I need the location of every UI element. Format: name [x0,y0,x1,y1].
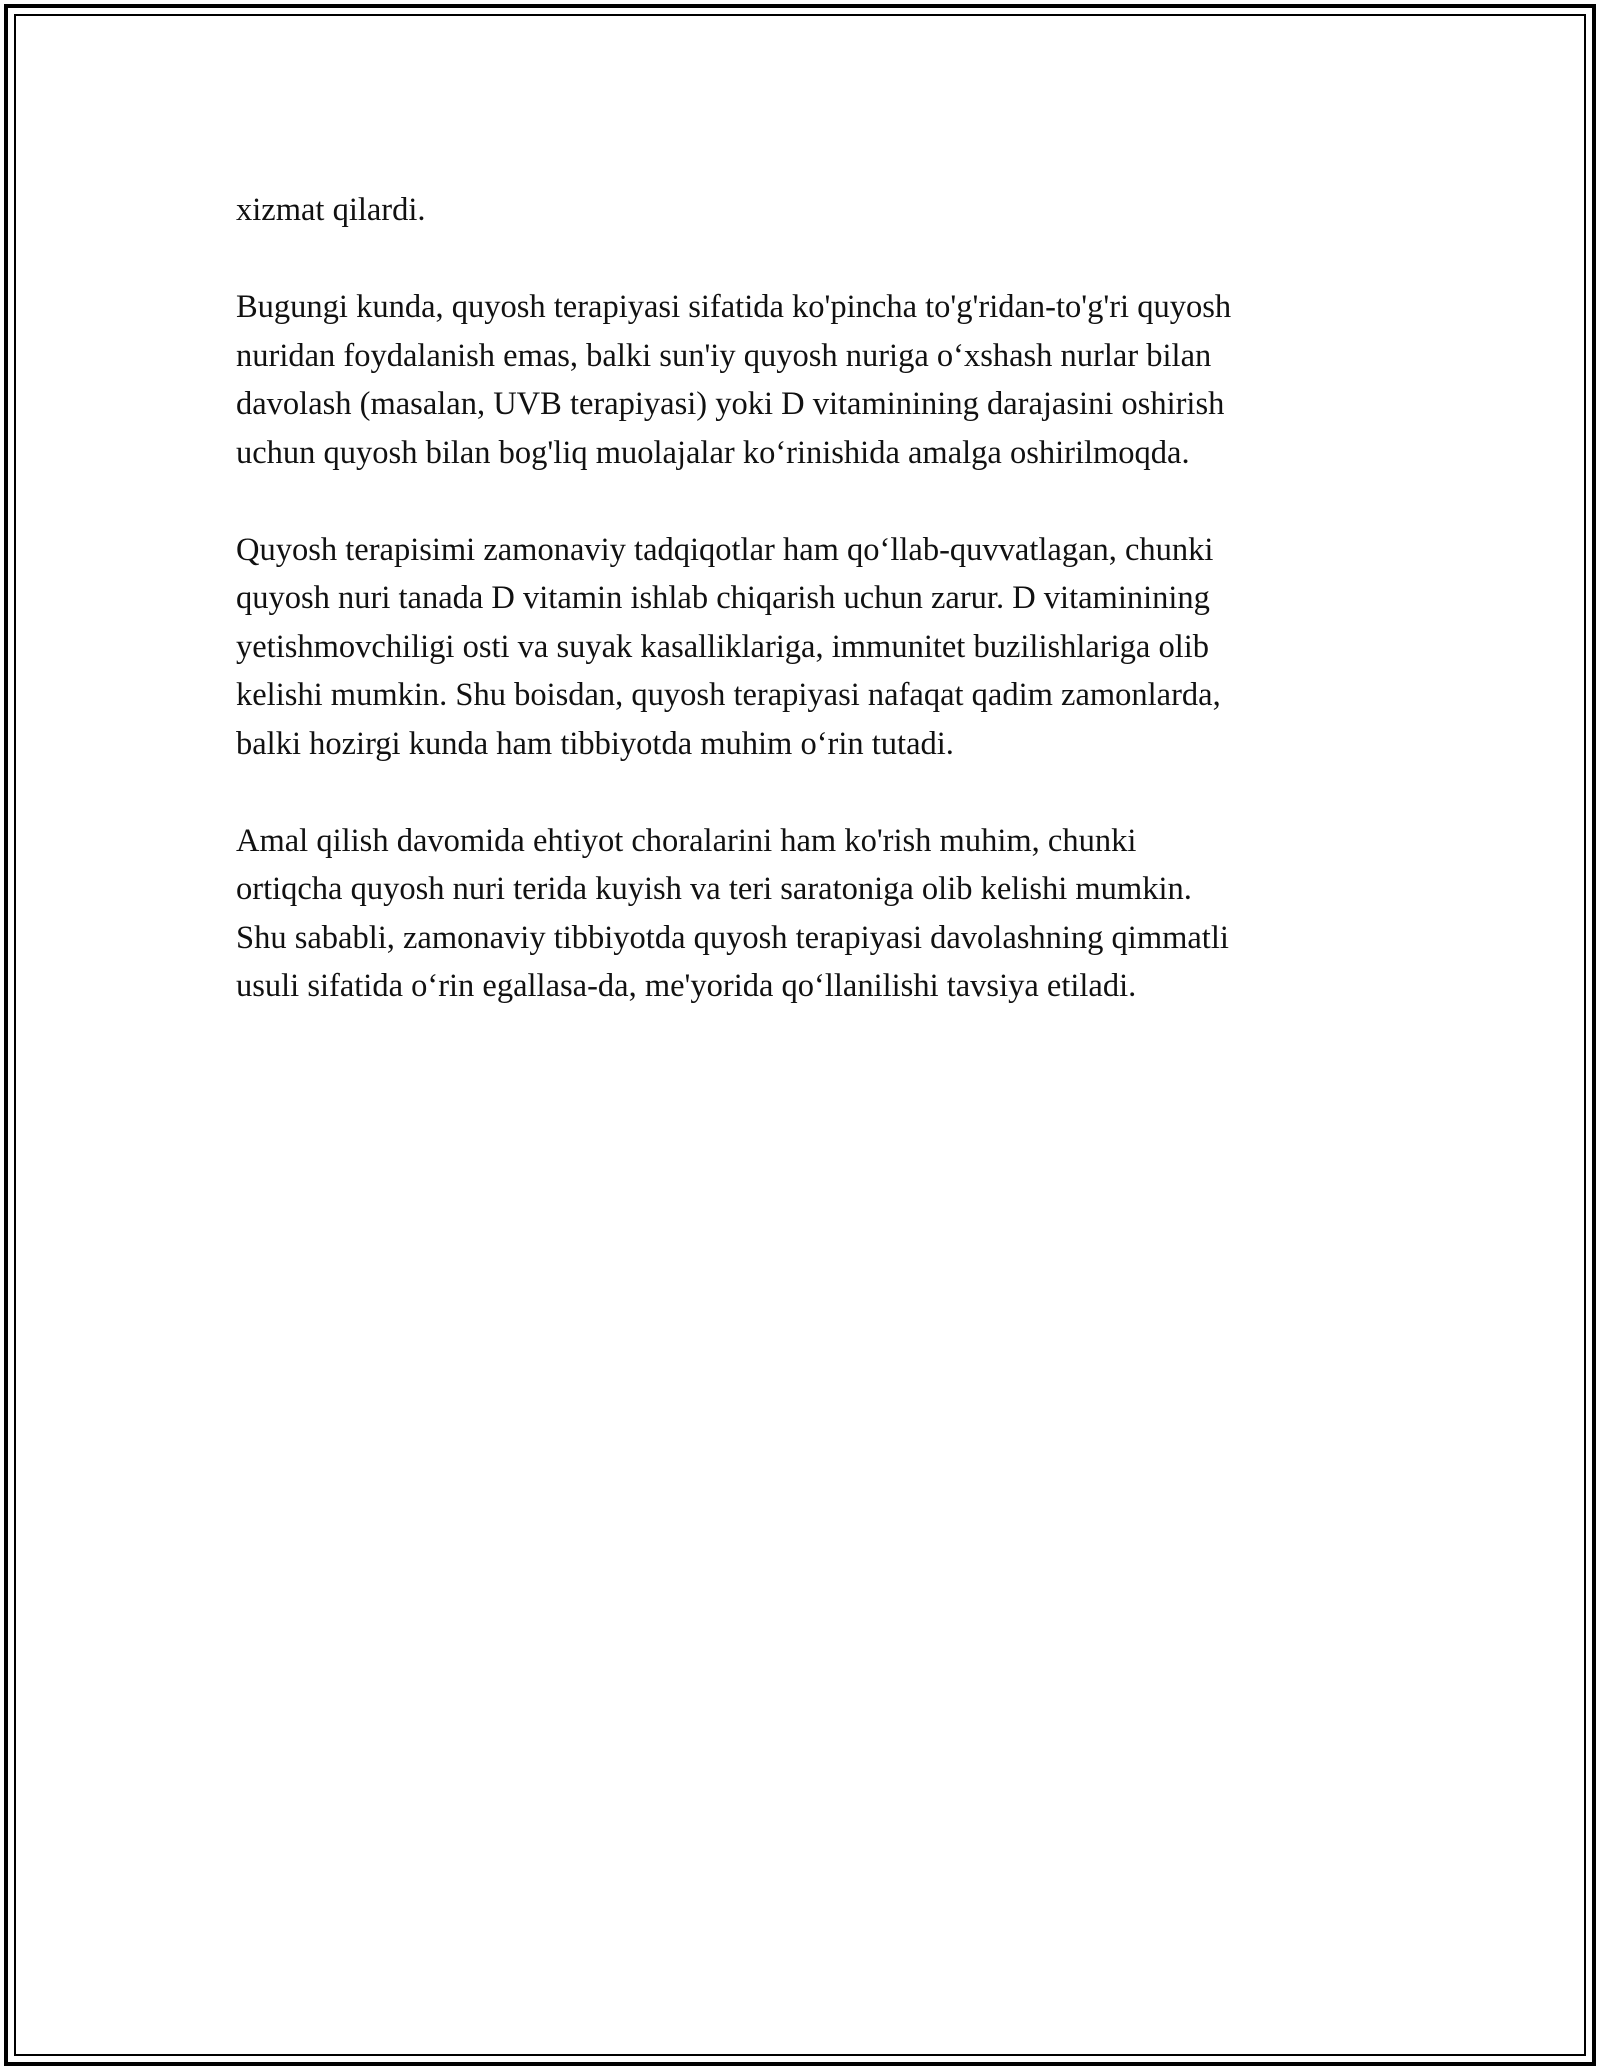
text-line: nuridan foydalanish emas, balki sun'iy quyosh nuriga o‘xshash nurlar bilan [236,337,1212,374]
paragraph-3 [236,526,1386,769]
text-line: quyosh nuri tanada D vitamin ishlab chiqarish uchun zarur. D vitaminining [236,580,1210,616]
text-line: davolash (masalan, UVB terapiyasi) yoki D vitaminining darajasini oshirish [236,386,1225,422]
document-body [236,186,1386,1011]
text-line: ortiqcha quyosh nuri terida kuyish va teri saratoniga olib kelishi mumkin. [236,871,1192,907]
text-line: Amal qilish davomida ehtiyot choralarini ham ko'rish muhim, chunki [236,822,1137,859]
text-line: Shu sababli, zamonaviy tibbiyotda quyosh terapiyasi davolashning qimmatli [236,919,1229,956]
paragraph-4 [236,817,1386,1011]
text-line: kelishi mumkin. Shu boisdan, quyosh terapiyasi nafaqat qadim zamonlarda, [236,677,1221,713]
text-line: uchun quyosh bilan bog'liq muolajalar ko‘rinishida amalga oshirilmoqda. [236,434,1190,471]
text-line: xizmat qilardi. [236,192,426,228]
paragraph-2 [236,283,1386,477]
text-line: Quyosh terapisimi zamonaviy tadqiqotlar ham qo‘llab-quvvatlagan, chunki [236,531,1214,568]
text-line: Bugungi kunda, quyosh terapiyasi sifatida ko'pincha to'g'ridan-to'g'ri quyosh [236,289,1232,325]
text-line: yetishmovchiligi osti va suyak kasalliklariga, immunitet buzilishlariga olib [236,628,1210,665]
paragraph-1 [236,186,1386,235]
text-line: usuli sifatida o‘rin egallasa-da, me'yorida qo‘llanilishi tavsiya etiladi. [236,968,1137,1004]
text-line: balki hozirgi kunda ham tibbiyotda muhim o‘rin tutadi. [236,725,954,762]
